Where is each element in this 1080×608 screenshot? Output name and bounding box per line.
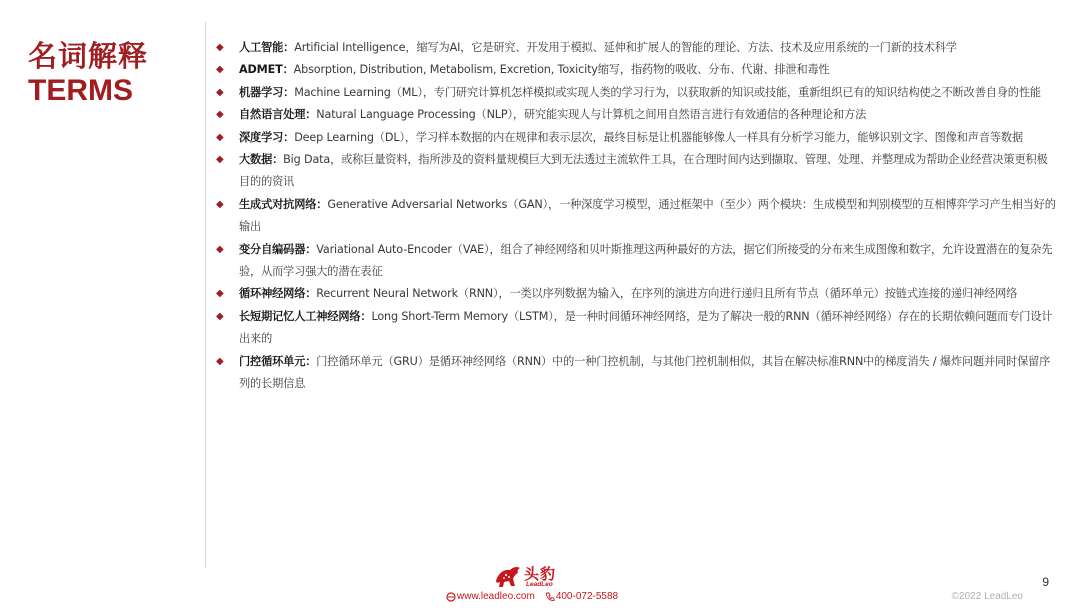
term-name: 循环神经网络： bbox=[239, 287, 317, 301]
term-item bbox=[216, 127, 1056, 149]
term-name: 人工智能： bbox=[239, 41, 295, 54]
diamond-bullet-icon: ◆ bbox=[216, 198, 224, 210]
term-item bbox=[216, 82, 1056, 104]
diamond-bullet-icon: ◆ bbox=[216, 109, 224, 121]
term-name: 变分自编码器： bbox=[239, 242, 317, 256]
term-item bbox=[216, 37, 1056, 59]
term-item bbox=[216, 306, 1056, 351]
diamond-bullet-icon: ◆ bbox=[216, 288, 224, 300]
diamond-bullet-icon: ◆ bbox=[216, 64, 224, 76]
diamond-bullet-icon: ◆ bbox=[216, 86, 224, 98]
term-name: 大数据： bbox=[239, 153, 284, 167]
diamond-bullet-icon: ◆ bbox=[216, 243, 224, 255]
term-desc: Variational Auto-Encoder（VAE），组合了神经网络和贝叶斯推理这两种最好的方法，据它们所接受的分布来生成图像和数字，允许设置潜在的复杂先验，从而学习强大的潜在表征 bbox=[239, 242, 1053, 279]
term-item bbox=[216, 104, 1056, 126]
term-name: 生成式对抗网络： bbox=[239, 197, 328, 211]
title-block bbox=[28, 38, 148, 108]
diamond-bullet-icon: ◆ bbox=[216, 355, 224, 367]
term-desc: Machine Learning（ML），专门研究计算机怎样模拟或实现人类的学习行为，以获取新的知识或技能，重新组织已有的知识结构使之不断改善自身的性能 bbox=[294, 85, 1041, 99]
logo-text-en: LeadLeo bbox=[526, 581, 553, 588]
term-item bbox=[216, 239, 1056, 284]
term-desc: Long Short-Term Memory（LSTM），是一种时间循环神经网络，是为了解决一般的RNN（循环神经网络）存在的长期依赖问题而专门设计出来的 bbox=[239, 309, 1053, 346]
term-desc: Generative Adversarial Networks（GAN），一种深度学习模型，通过框架中（至少）两个模块：生成模型和判别模型的互相博弈学习产生相当好的输出 bbox=[239, 197, 1056, 234]
term-desc: Artificial Intelligence，缩写为AI，它是研究、开发用于模拟、延伸和扩展人的智能的理论、方法、技术及应用系统的一门新的技术科学 bbox=[294, 41, 957, 54]
diamond-bullet-icon: ◆ bbox=[216, 131, 224, 143]
copyright: ©2022 LeadLeo bbox=[951, 591, 1023, 602]
leadleo-logo bbox=[494, 561, 564, 591]
phone-icon bbox=[545, 592, 555, 602]
term-desc: Big Data，或称巨量资料，指所涉及的资料量规模巨大到无法透过主流软件工具，在合理时间内达到撷取、管理、处理、并整理成为帮助企业经营决策更积极目的的资讯 bbox=[239, 153, 1048, 189]
diamond-bullet-icon: ◆ bbox=[216, 154, 224, 166]
term-name: 机器学习： bbox=[239, 85, 295, 99]
term-name: ADMET： bbox=[239, 63, 294, 77]
term-desc: Natural Language Processing（NLP），研究能实现人与计算机之间用自然语言进行有效通信的各种理论和方法 bbox=[316, 108, 867, 122]
diamond-bullet-icon: ◆ bbox=[216, 310, 224, 322]
term-name: 长短期记忆人工神经网络： bbox=[239, 309, 372, 323]
page-number: 9 bbox=[1042, 575, 1049, 589]
term-name: 自然语言处理： bbox=[239, 108, 317, 122]
term-name: 深度学习： bbox=[239, 130, 295, 144]
term-item bbox=[216, 194, 1056, 239]
term-item bbox=[216, 59, 1056, 81]
term-desc: 门控循环单元（GRU）是循环神经网络（RNN）中的一种门控机制，与其他门控机制相似，其旨在解决标准RNN中的梯度消失 / 爆炸问题并同时保留序列的长期信息 bbox=[239, 354, 1051, 391]
phone-number: 400-072-5588 bbox=[555, 591, 619, 602]
page-title-cn: 名词解释 bbox=[28, 39, 149, 73]
term-desc: Absorption, Distribution, Metabolism, Excretion, Toxicity缩写，指药物的吸收、分布、代谢、排泄和毒性 bbox=[293, 63, 830, 77]
diamond-bullet-icon: ◆ bbox=[216, 42, 224, 53]
contact-info bbox=[446, 591, 618, 602]
term-item bbox=[216, 283, 1056, 305]
term-item bbox=[216, 351, 1056, 396]
globe-icon bbox=[446, 592, 456, 602]
website-link[interactable]: www.leadleo.com bbox=[457, 591, 535, 602]
page-title-en: TERMS bbox=[28, 74, 133, 107]
term-list bbox=[216, 37, 1056, 396]
logo-text-cn: 头豹 bbox=[524, 565, 557, 583]
term-name: 门控循环单元： bbox=[239, 354, 317, 368]
term-desc: Deep Learning（DL），学习样本数据的内在规律和表示层次，最终目标是让机器能够像人一样具有分析学习能力，能够识别文字、图像和声音等数据 bbox=[294, 130, 1023, 144]
term-desc: Recurrent Neural Network（RNN），一类以序列数据为输入，在序列的演进方向进行递归且所有节点（循环单元）按链式连接的递归神经网络 bbox=[316, 287, 1018, 301]
vertical-divider bbox=[205, 22, 206, 568]
leopard-logo-icon bbox=[494, 563, 522, 589]
term-item bbox=[216, 149, 1056, 194]
